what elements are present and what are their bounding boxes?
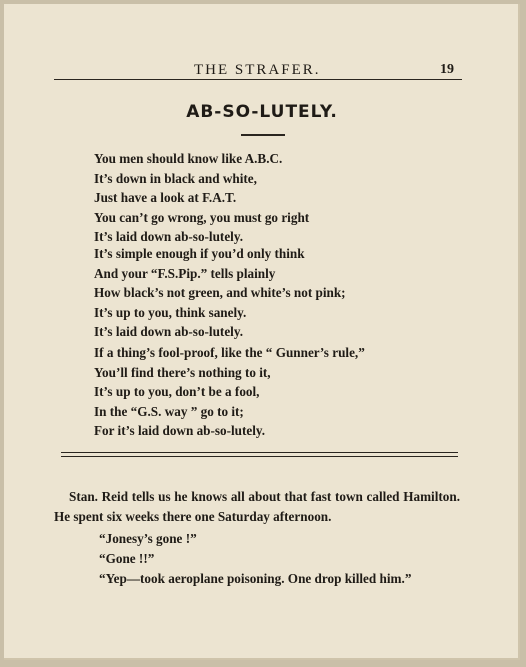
page-number: 19: [440, 62, 454, 77]
anecdote-paragraph: Stan. Reid tells us he knows all about that fast town called Hamilton. He spent six weeks there one Saturday afternoon.: [54, 489, 460, 524]
poem-line: How black’s not green, and white’s not pink;: [94, 285, 346, 301]
poem-stanza-3: [94, 343, 454, 441]
poem-line: You men should know like A.B.C.: [94, 151, 283, 166]
poem-stanza-1: [94, 149, 454, 247]
dialogue-line: “Yep—took aeroplane poisoning. One drop killed him.”: [99, 571, 412, 586]
poem-line: If a thing’s fool-proof, like the “ Gunner’s rule,”: [94, 345, 365, 360]
poem-line: It’s laid down ab-so-lutely.: [94, 229, 243, 245]
poem-line: It’s laid down ab-so-lutely.: [94, 324, 243, 340]
section-divider-bottom: [61, 456, 458, 457]
poem-line: For it’s laid down ab-so-lutely.: [94, 423, 266, 439]
dialogue-line: “Jonesy’s gone !”: [99, 531, 197, 546]
poem-line: Just have a look at F.A.T.: [94, 190, 237, 206]
poem-line: It’s down in black and white,: [94, 170, 257, 186]
anecdote-dialogue: [99, 529, 479, 589]
section-divider-top: [61, 452, 458, 453]
poem-line: You’ll find there’s nothing to it,: [94, 364, 271, 380]
poem-line: It’s up to you, think sanely.: [94, 304, 247, 320]
poem-line: You can’t go wrong, you must go right: [94, 209, 310, 225]
header-rule: [54, 79, 462, 80]
poem-line: It’s simple enough if you’d only think: [94, 246, 305, 261]
poem-line: In the “G.S. way ” go to it;: [94, 403, 244, 419]
book-page: [4, 4, 520, 660]
poem-line: It’s up to you, don’t be a fool,: [94, 384, 260, 400]
poem-line: And your “F.S.Pip.” tells plainly: [94, 265, 276, 281]
title-rule: [241, 134, 285, 136]
dialogue-line: “Gone !!”: [99, 551, 155, 566]
poem-stanza-2: [94, 244, 454, 342]
poem-title: AB-SO-LUTELY.: [186, 102, 338, 122]
running-title: THE STRAFER.: [194, 62, 321, 78]
